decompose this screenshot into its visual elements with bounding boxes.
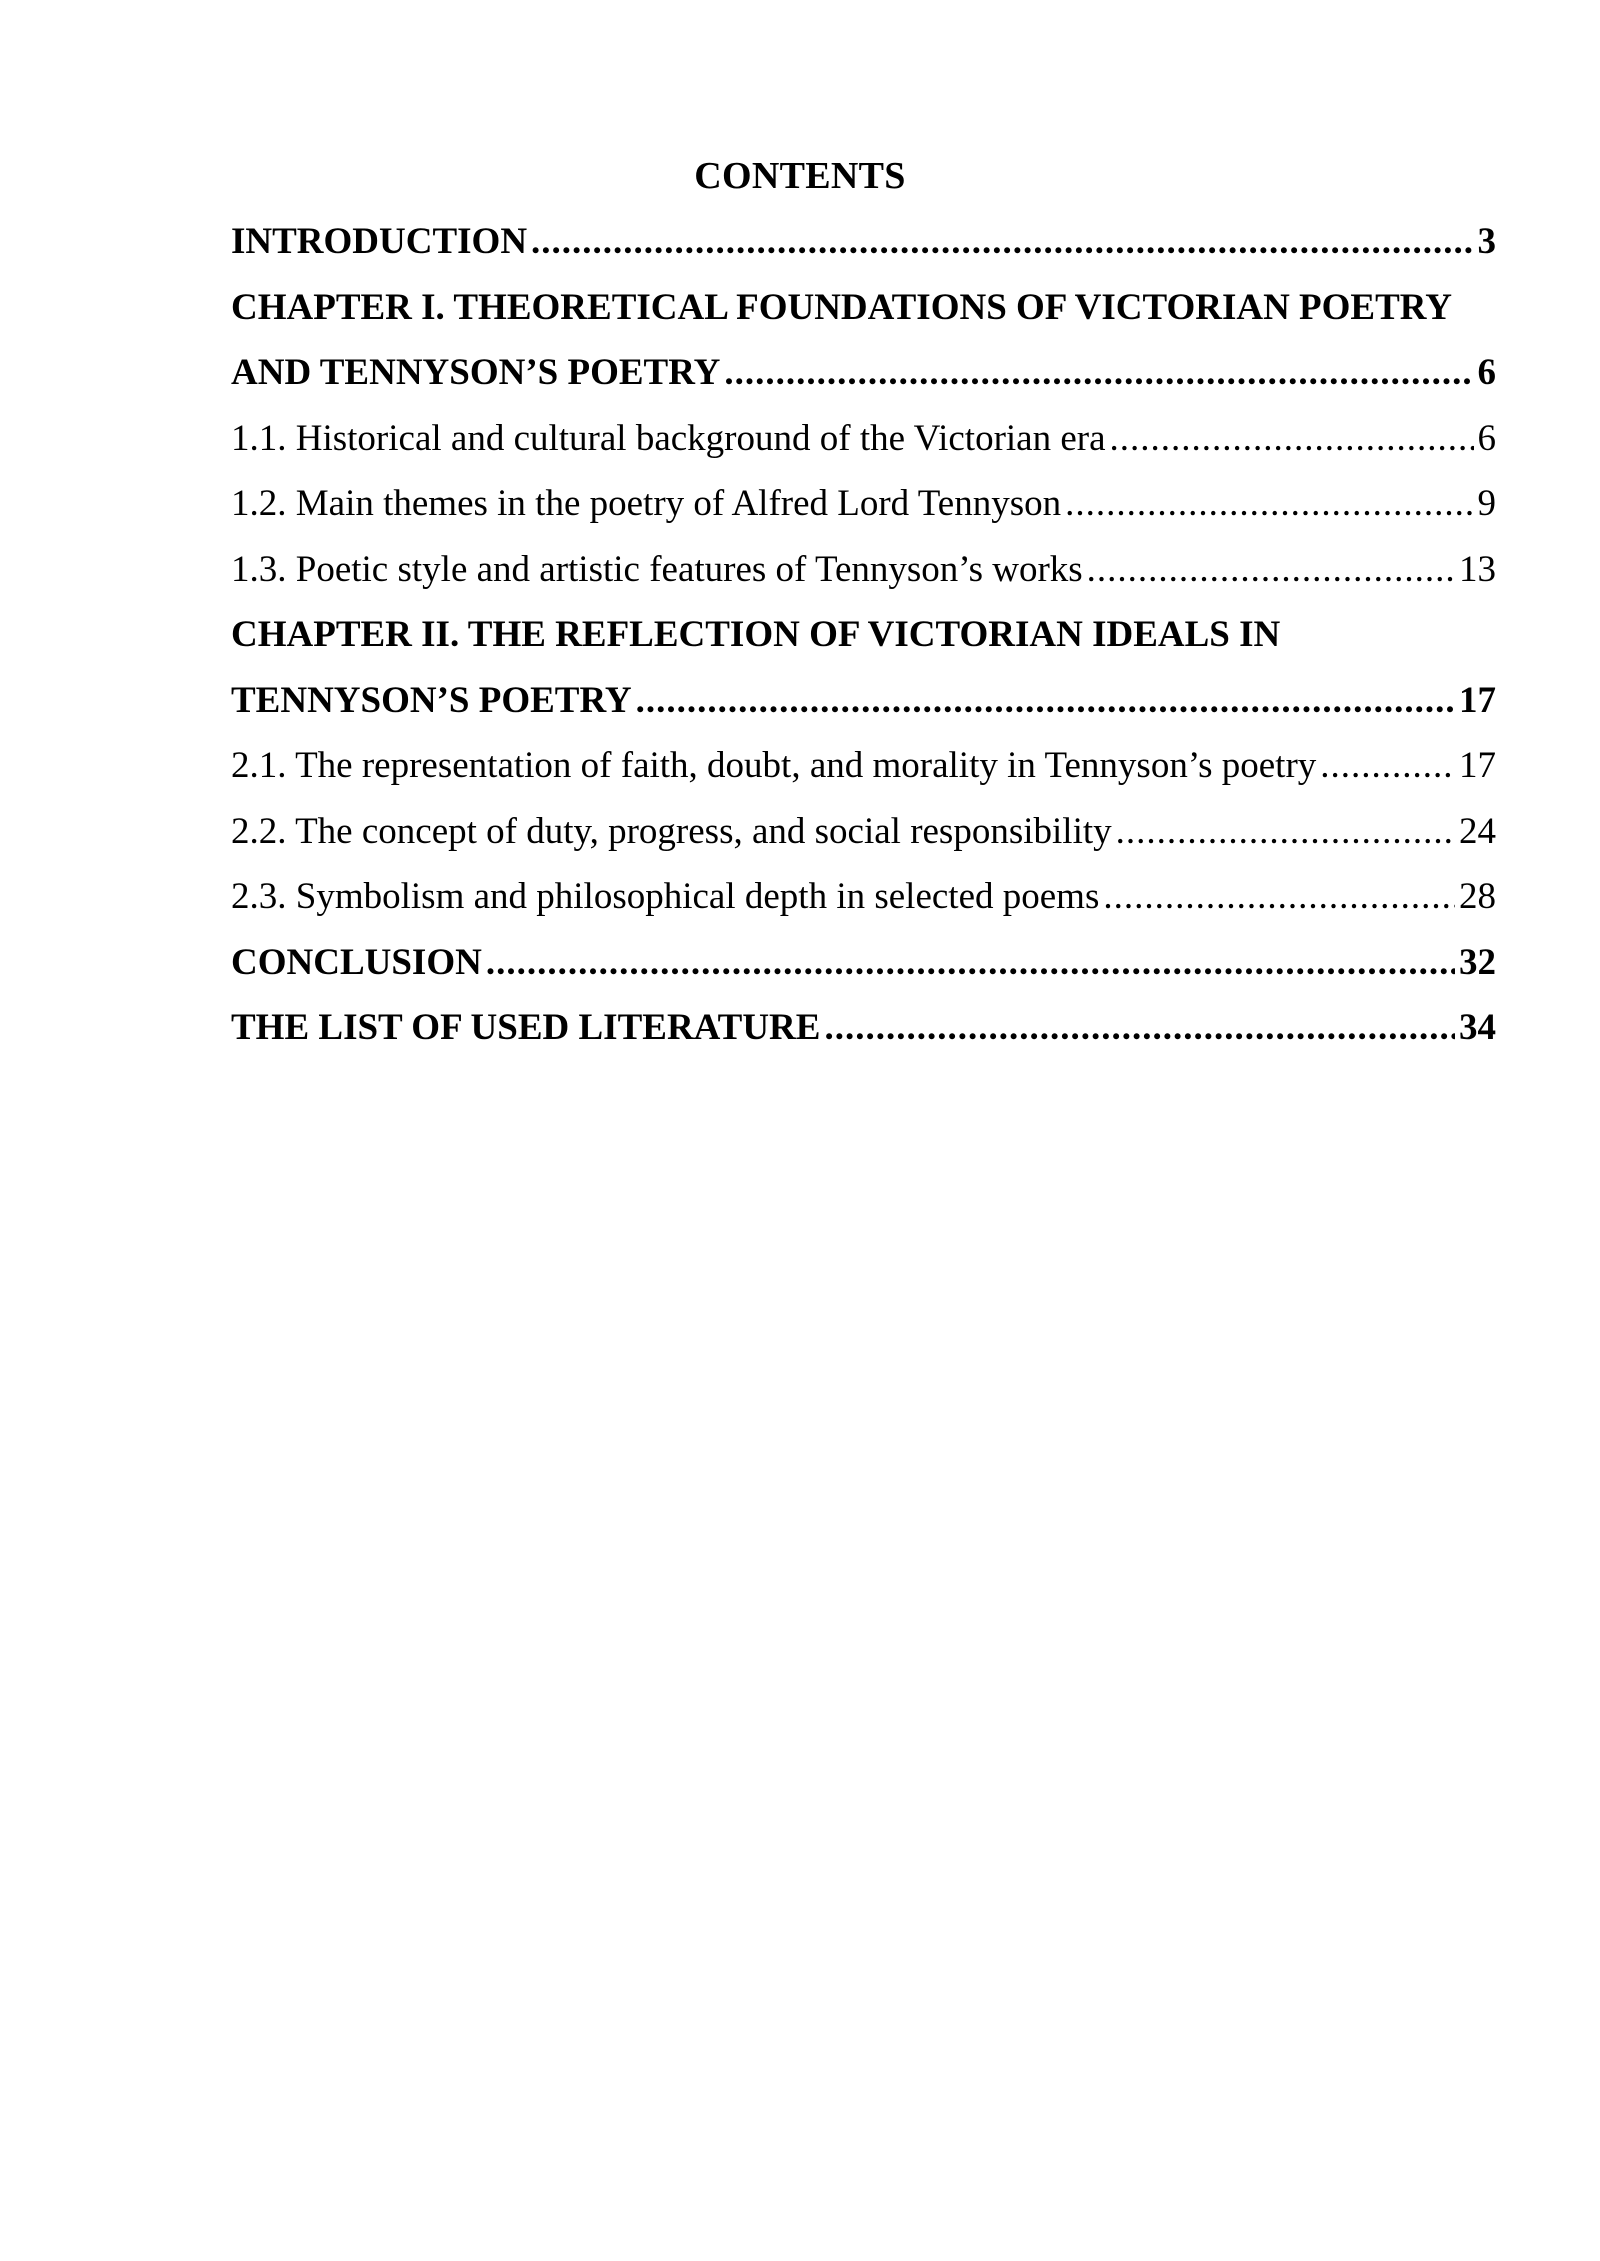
toc-entry-literature xyxy=(231,995,1496,1061)
toc-entry-text: 1.2. Main themes in the poetry of Alfred Lord Tennyson xyxy=(231,483,1062,524)
contents-heading: CONTENTS xyxy=(694,155,906,197)
toc-entry-page: 3 xyxy=(1477,221,1496,262)
toc-entry-text: 1.1. Historical and cultural background of the Victorian era xyxy=(231,417,1106,459)
toc-leader-dots xyxy=(1065,471,1473,537)
toc-leader-dots xyxy=(486,930,1455,996)
toc-entry-chapter-1-line-2 xyxy=(231,340,1496,406)
toc-entry-2-2 xyxy=(231,799,1496,865)
toc-entry-2-1 xyxy=(231,733,1496,799)
toc-entry-text: TENNYSON’S POETRY xyxy=(231,679,632,721)
toc-entry-text: 2.3. Symbolism and philosophical depth in selected poems xyxy=(231,876,1100,917)
toc-entry-chapter-1-line-1 xyxy=(231,275,1496,341)
toc-entry-text: CONCLUSION xyxy=(231,941,482,983)
toc-entry-page: 6 xyxy=(1477,352,1496,393)
toc-entry-text: 1.3. Poetic style and artistic features of Tennyson’s works xyxy=(231,548,1083,590)
table-of-contents xyxy=(231,209,1496,1061)
toc-entry-conclusion xyxy=(231,930,1496,996)
toc-entry-1-2 xyxy=(231,471,1496,537)
toc-leader-dots xyxy=(1110,406,1474,472)
toc-leader-dots xyxy=(1087,537,1455,603)
toc-leader-dots xyxy=(531,209,1473,275)
toc-leader-dots xyxy=(1103,864,1455,930)
toc-entry-page: 17 xyxy=(1459,745,1496,786)
toc-leader-dots xyxy=(1116,799,1455,865)
toc-entry-text: 2.2. The concept of duty, progress, and social responsibility xyxy=(231,810,1112,852)
toc-entry-text: AND TENNYSON’S POETRY xyxy=(231,352,721,393)
toc-leader-dots xyxy=(824,995,1455,1061)
toc-entry-text: INTRODUCTION xyxy=(231,221,528,262)
toc-leader-dots xyxy=(1320,733,1455,799)
toc-entry-page: 17 xyxy=(1459,679,1496,721)
toc-entry-page: 13 xyxy=(1459,548,1496,590)
toc-entry-page: 6 xyxy=(1477,417,1496,459)
toc-entry-page: 34 xyxy=(1459,1007,1496,1048)
toc-entry-introduction xyxy=(231,209,1496,275)
toc-entry-2-3 xyxy=(231,864,1496,930)
toc-entry-text: CHAPTER II. THE REFLECTION OF VICTORIAN IDEALS IN xyxy=(231,614,1281,655)
toc-entry-page: 32 xyxy=(1459,941,1496,983)
toc-entry-1-3 xyxy=(231,537,1496,603)
toc-entry-chapter-2-line-1 xyxy=(231,602,1496,668)
toc-entry-text: CHAPTER I. THEORETICAL FOUNDATIONS OF VICTORIAN POETRY xyxy=(231,286,1452,328)
toc-leader-dots xyxy=(724,340,1473,406)
toc-entry-page: 24 xyxy=(1459,810,1496,852)
toc-entry-text: THE LIST OF USED LITERATURE xyxy=(231,1007,821,1048)
toc-entry-chapter-2-line-2 xyxy=(231,668,1496,734)
toc-entry-page: 28 xyxy=(1459,876,1496,917)
toc-entry-page: 9 xyxy=(1477,483,1496,524)
toc-entry-1-1 xyxy=(231,406,1496,472)
toc-entry-text: 2.1. The representation of faith, doubt, and morality in Tennyson’s poetry xyxy=(231,745,1317,786)
toc-leader-dots xyxy=(636,668,1455,734)
